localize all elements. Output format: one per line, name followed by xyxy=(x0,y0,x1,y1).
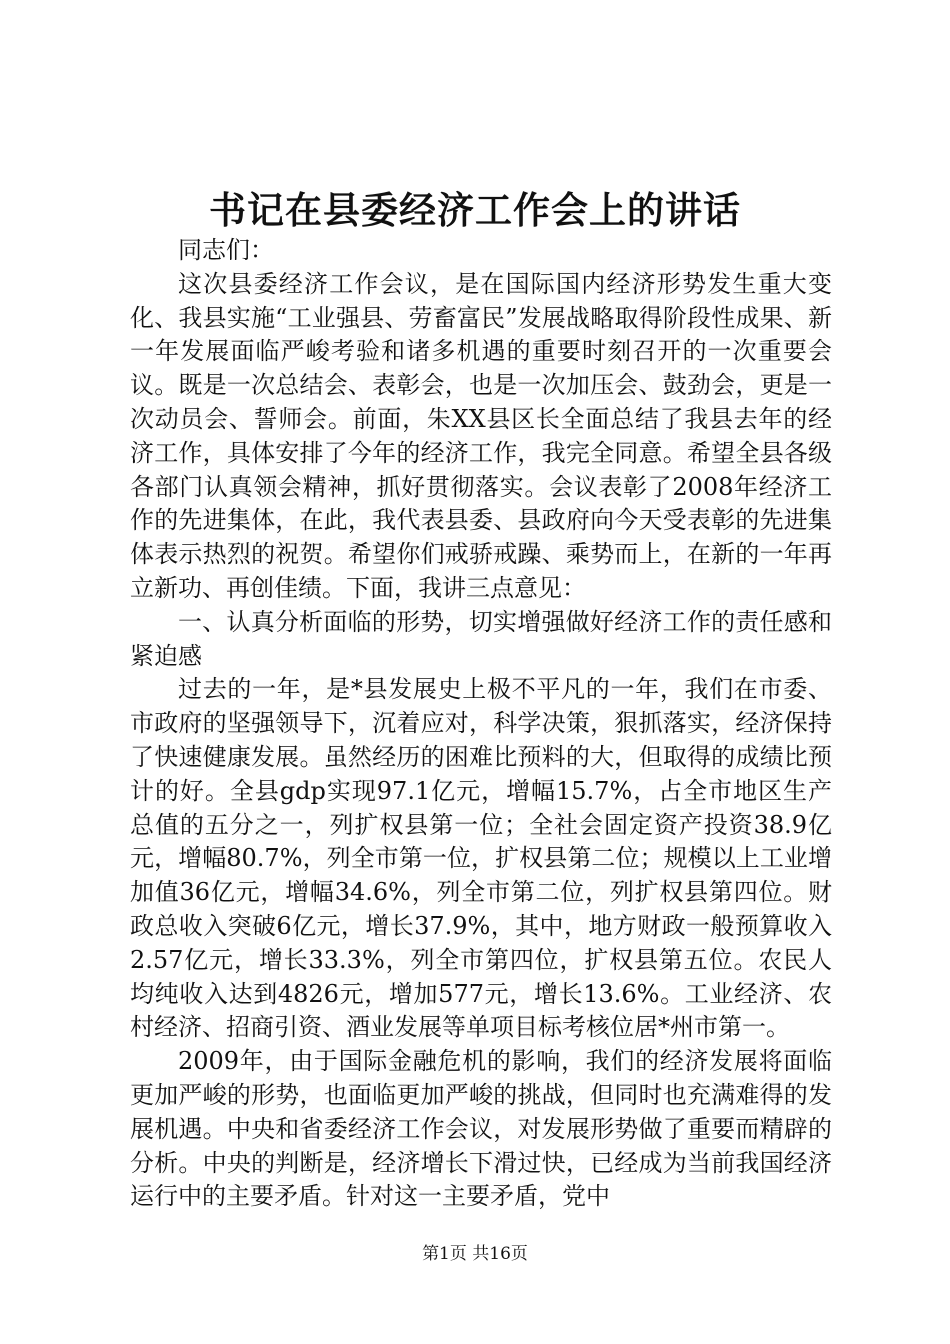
salutation: 同志们： xyxy=(178,236,274,264)
page-title: 书记在县委经济工作会上的讲话 xyxy=(209,188,741,232)
paragraph-opening: 这次县委经济工作会议，是在国际国内经济形势发生重大变化、我县实施“工业强县、劳畜富民”发展战略取得阶段性成果、新一年发展面临严峻考验和诸多机遇的重要时刻召开的一次重要会议。既是一次总结会、表彰会，也是一次加压会、鼓劲会，更是一次动员会、誓师会。前面，朱XX县区长全面总结了我县去年的经济工作，具体安排了今年的经济工作，我完全同意。希望全县各级各部门认真领会精神，抓好贯彻落实。会议表彰了2008年经济工作的先进集体，在此，我代表县委、县政府向今天受表彰的先进集体表示热烈的祝贺。希望你们戒骄戒躁、乘势而上，在新的一年再立新功、再创佳绩。下面，我讲三点意见： xyxy=(130,269,832,602)
section-heading-1: 一、认真分析面临的形势，切实增强做好经济工作的责任感和紧迫感 xyxy=(130,607,832,670)
paragraph-outlook: 2009年，由于国际金融危机的影响，我们的经济发展将面临更加严峻的形势，也面临更加严峻的挑战，但同时也充满难得的发展机遇。中央和省委经济工作会议，对发展形势做了重要而精辟的分析。中央的判断是，经济增长下滑过快，已经成为当前我国经济运行中的主要矛盾。针对这一主要矛盾，党中 xyxy=(130,1047,832,1211)
page-number-footer: 第1页 共16页 xyxy=(422,1244,528,1264)
document-body xyxy=(130,234,832,1214)
paragraph-review: 过去的一年，是*县发展史上极不平凡的一年，我们在市委、市政府的坚强领导下，沉着应对，科学决策，狠抓落实，经济保持了快速健康发展。虽然经历的困难比预料的大，但取得的成绩比预计的好。全县gdp实现97.1亿元，增幅15.7%，占全市地区生产总值的五分之一，列扩权县第一位；全社会固定资产投资38.9亿元，增幅80.7%，列全市第一位，扩权县第二位；规模以上工业增加值36亿元，增幅34.6%，列全市第二位，列扩权县第四位。财政总收入突破6亿元，增长37.9%，其中，地方财政一般预算收入2.57亿元，增长33.3%，列全市第四位，扩权县第五位。农民人均纯收入达到4826元，增加577元，增长13.6%。工业经济、农村经济、招商引资、酒业发展等单项目标考核位居*州市第一。 xyxy=(130,675,832,1042)
